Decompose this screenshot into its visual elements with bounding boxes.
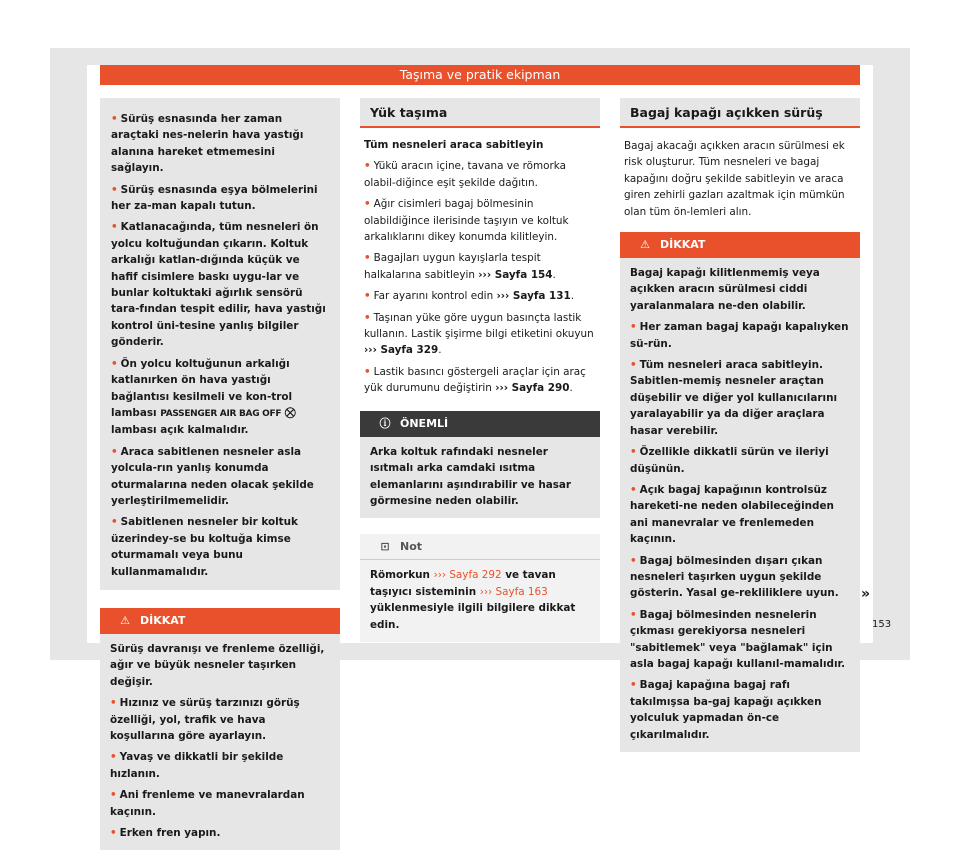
note-box [360, 534, 600, 642]
warning-triangle-icon: ⚠ [640, 238, 650, 252]
column-right [620, 98, 860, 752]
list-item: • Tüm nesneleri araca sabitleyin. Sabitlen-memiş nesneler araçtan düşebilir ve diğer yol kullanıcılarını yaralayabilir ya da diğer araçlara hasar verebilir. [630, 359, 838, 437]
list-item: • Sürüş esnasında eşya bölmelerini her za-man kapalı tutun. [111, 183, 318, 213]
list-item: • Far ayarını kontrol edin ››› Sayfa 131. [364, 290, 575, 303]
list-item: • Taşınan yüke göre uygun basınçta lastik kullanın. Lastik şişirme bilgi etiketini okuyun ››› Sayfa 329. [364, 311, 594, 357]
list-item: • Ön yolcu koltuğunun arkalığı katlanırken ön hava yastığı bağlantısı kesilmeli ve kon-trol lambası PASSENGER AIR BAG OFF ⛒ lambası açık kalmalıdır. [111, 357, 296, 437]
note-icon: ⊡ [380, 540, 390, 554]
important-body: Arka koltuk rafındaki nesneler ısıtmalı arka camdaki ısıtma elemanlarını aşındırabilir ve hasar görmesine neden olabilir. [360, 437, 600, 519]
warning-triangle-icon: ⚠ [120, 613, 130, 627]
list-item: • Araca sabitlenen nesneler asla yolcula-rın yanlış konumda oturmalarına neden olacak şekilde yerleştirilmemelidir. [111, 445, 314, 507]
list-item: • Her zaman bagaj kapağı kapalıyken sü-rün. [630, 321, 849, 350]
intro-paragraph: Bagaj akacağı açıkken aracın sürülmesi ek risk oluşturur. Tüm nesneleri ve bagaj kapağını doğru şekilde sabitleyin ve araca giren zehirli gazları azaltmak için mümkün olan tüm ön-lemleri alın. [624, 140, 845, 218]
note-body: Römorkun ››› Sayfa 292 ve tavan taşıyıcı sisteminin ››› Sayfa 163 yüklenmesiyle ilgili bilgilere dikkat edin. [360, 560, 600, 642]
warning-body [100, 634, 340, 850]
info-circle-icon: ⓘ [379, 416, 391, 430]
list-item: • Özellikle dikkatli sürün ve ileriyi düşünün. [630, 446, 829, 475]
note-header: ⊡ Not [360, 534, 600, 560]
warning-body [620, 258, 860, 752]
list-item: • Açık bagaj kapağının kontrolsüz hareketi-ne neden olabileceğinden ani manevralar ve frenlemeden kaçının. [630, 483, 834, 546]
page-reference-link[interactable]: ››› Sayfa 154 [478, 268, 553, 281]
list-item: • Bagaj kapağına bagaj rafı takılmışsa ba-gaj kapağı açıkken yolculuk yapmadan ön-ce çıkarılmalıdır. [630, 679, 822, 741]
warning-intro: Bagaj kapağı kilitlenmemiş veya açıkken aracın sürülmesi ciddi yaralanmalara ne-den olabilir. [630, 267, 820, 312]
subtitle: Tüm nesneleri araca sabitleyin [364, 139, 544, 151]
list-item: • Bagajları uygun kayışlarla tespit halkalarına sabitleyin ››› Sayfa 154. [364, 252, 556, 281]
list-item: • Yükü aracın içine, tavana ve römorka olabil-diğince eşit şekilde dağıtın. [364, 160, 566, 189]
chapter-title: Taşıma ve pratik ekipman [399, 67, 561, 82]
page-reference-link[interactable]: ››› Sayfa 131 [496, 290, 571, 303]
list-item: • Hızınız ve sürüş tarzınızı görüş özelliği, yol, trafik ve hava koşullarına göre ayarlayın. [110, 697, 300, 742]
airbag-off-label: PASSENGER AIR BAG OFF [160, 408, 282, 419]
page-reference-link[interactable]: ››› Sayfa 290 [495, 382, 570, 395]
continue-marker: » [861, 586, 871, 602]
page-reference-link[interactable]: ››› Sayfa 292 [433, 569, 502, 582]
page-number: 153 [872, 619, 892, 630]
warning-box [620, 232, 860, 752]
airbag-off-icon: ⛒ [284, 406, 296, 419]
list-item: • Bagaj bölmesinden dışarı çıkan nesneleri taşırken uygun şekilde gösterin. Yasal ge-rekliliklere uyun. [630, 554, 839, 600]
list-item: • Katlanacağında, tüm nesneleri ön yolcu koltuğundan çıkarın. Koltuk arkalığı katlan-dığında küçük ve hafif cisimlere baskı uygu-lar ve bunlar koltuktaki ağırlık sensörü tara-fından tespit edilir, hava yastığı kontrol üni-tesine yanlış bilgiler gönderir. [111, 221, 326, 349]
chapter-header [100, 65, 860, 85]
page-reference-link[interactable]: ››› Sayfa 163 [479, 585, 548, 598]
warning-box [100, 608, 340, 850]
important-header: ⓘ ÖNEMLİ [360, 411, 600, 437]
list-item: • Yavaş ve dikkatli bir şekilde hızlanın. [110, 751, 284, 780]
list-item: • Sabitlenen nesneler bir koltuk üzerindey-se bu koltuğa kimse oturmamalı veya bunu kullanmamalıdır. [111, 516, 298, 578]
warning-header: ⚠ DİKKAT [100, 608, 340, 634]
section-title: Yük taşıma [360, 98, 600, 128]
list-item: • Ağır cisimleri bagaj bölmesinin olabildiğince ilerisinde taşıyın ve koltuk arkalıklarını dikey konumda kilitleyin. [364, 198, 569, 244]
page-reference-link[interactable]: ››› Sayfa 329 [364, 344, 439, 357]
column-middle [360, 98, 600, 642]
list-item: • Sürüş esnasında her zaman araçtaki nes-nelerin hava yastığı alanına hareket etmemesini sağlayın. [111, 113, 304, 175]
warning-header: ⚠ DİKKAT [620, 232, 860, 258]
list-item: • Ani frenleme ve manevralardan kaçının. [110, 789, 305, 818]
warning-intro: Sürüş davranışı ve frenleme özelliği, ağır ve büyük nesneler taşırken değişir. [110, 642, 325, 688]
list-item: • Erken fren yapın. [110, 827, 221, 840]
list-item: • Lastik basıncı göstergeli araçlar için araç yük durumunu değiştirin ››› Sayfa 290. [364, 365, 586, 395]
safety-list-box [100, 98, 340, 590]
list-item: • Bagaj bölmesinden nesnelerin çıkması gerekiyorsa nesneleri "sabitlemek" veya "bağlamak" için asla bagaj kapağı kullanıl-mamalıdır. [630, 608, 846, 670]
column-left [100, 98, 340, 850]
section-title: Bagaj kapağı açıkken sürüş [620, 98, 860, 128]
important-box [360, 411, 600, 519]
